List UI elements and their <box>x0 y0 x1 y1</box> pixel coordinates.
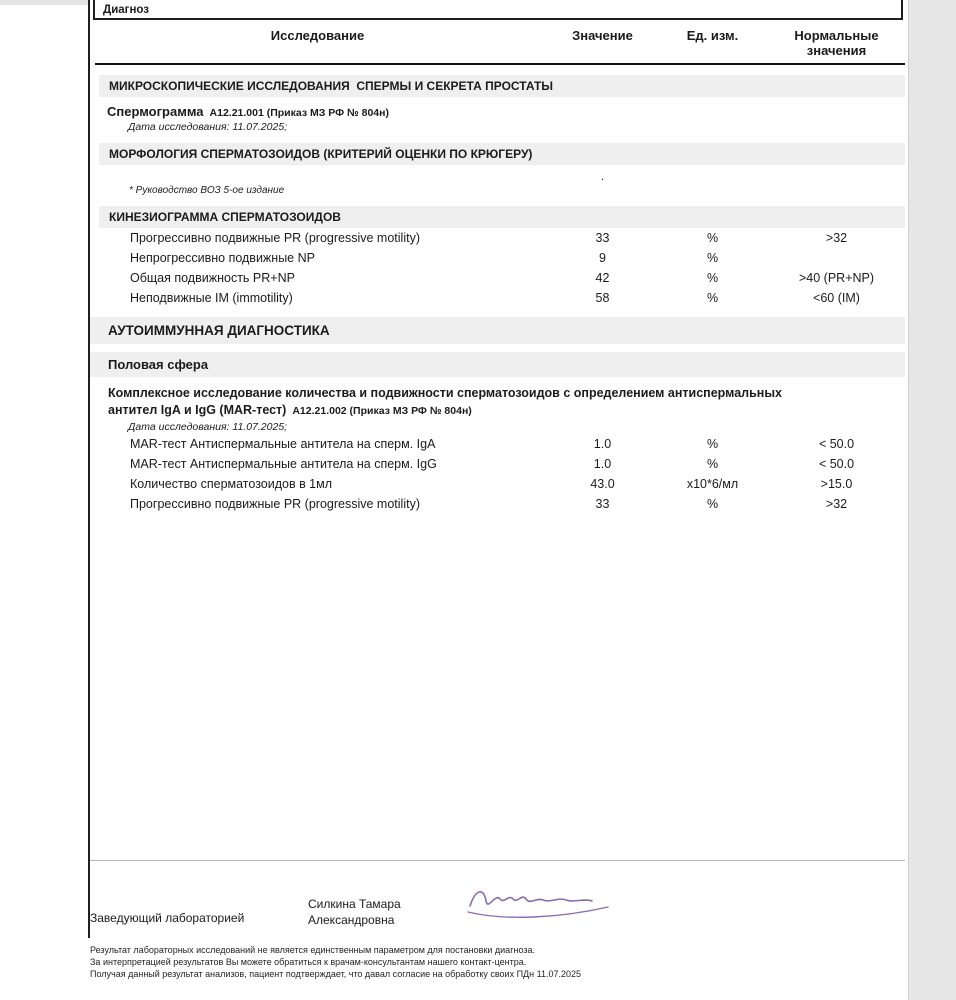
column-header-study: Исследование <box>270 28 365 43</box>
doctor-name-line1: Силкина Тамара <box>308 897 401 912</box>
cell-value: 33 <box>595 231 610 246</box>
cell-normal: >15.0 <box>820 476 853 491</box>
cell-study: Прогрессивно подвижные PR (progressive motility) <box>130 496 420 511</box>
table-row <box>90 473 908 493</box>
cell-value: 58 <box>595 291 610 306</box>
spermogram-code: А12.21.001 (Приказ МЗ РФ № 804н) <box>209 106 389 119</box>
column-header-normal-line2: значения <box>806 43 867 59</box>
column-header-normal-line1: Нормальные <box>794 28 879 43</box>
lab-head-position-label: Заведующий лабораторией <box>90 911 245 926</box>
column-header-units: Ед. изм. <box>686 28 739 43</box>
disclaimer-line2: За интерпретацией результатов Вы можете обратиться к врачам-консультантам нашего контакт-центра. <box>90 957 527 968</box>
section-bar-sexual-sphere: Половая сфера <box>90 352 905 377</box>
cell-value: 42 <box>595 271 610 286</box>
background-right-strip <box>908 0 956 1000</box>
test-title-mar <box>90 385 898 419</box>
handwritten-signature <box>460 878 660 924</box>
table-row <box>90 268 908 288</box>
cell-normal: <60 (IM) <box>813 291 860 306</box>
cell-units: % <box>706 251 719 266</box>
cell-normal: < 50.0 <box>818 456 855 471</box>
cell-value: 43.0 <box>590 476 615 491</box>
table-row <box>90 169 908 183</box>
doctor-name-line2: Александровна <box>308 913 395 927</box>
cell-normal <box>765 251 908 265</box>
mar-code: А12.21.002 (Приказ МЗ РФ № 804н) <box>292 404 472 417</box>
section-bar-kinesiogram: КИНЕЗИОГРАММА СПЕРМАТОЗОИДОВ <box>99 206 905 228</box>
study-date: Дата исследования: 11.07.2025; <box>128 120 288 133</box>
cell-study: Неподвижные IM (immotility) <box>130 291 293 306</box>
mar-title-line2: антител IgA и IgG (MAR-тест) <box>108 402 287 417</box>
cell-value: 33 <box>595 496 610 511</box>
cell-study: Количество сперматозоидов в 1мл <box>130 476 333 491</box>
section-bar-morphology: МОРФОЛОГИЯ СПЕРМАТОЗОИДОВ (КРИТЕРИЙ ОЦЕНКИ ПО КРЮГЕРУ) <box>99 143 905 165</box>
spermogram-name: Спермограмма <box>107 103 204 119</box>
cell-units: % <box>706 271 719 286</box>
mar-title-line1: Комплексное исследование количества и подвижности сперматозоидов с определением антиспермальных <box>108 385 782 400</box>
column-header-normal <box>765 28 908 59</box>
diagnosis-box <box>93 0 903 20</box>
cell-normal: >32 <box>825 496 848 511</box>
cell-units: % <box>706 456 719 471</box>
mar-title-line2-wrap <box>108 402 898 419</box>
who-edition-note: * Руководство ВОЗ 5-ое издание <box>129 184 285 196</box>
cell-study: MAR-тест Антиспермальные антитела на сперм. IgG <box>130 456 437 471</box>
lab-report-page <box>90 0 908 1000</box>
doctor-name <box>308 889 401 928</box>
cell-value: 1.0 <box>593 436 612 451</box>
cell-value: . <box>600 168 605 183</box>
cell-value: 1.0 <box>593 456 612 471</box>
cell-study: Прогрессивно подвижные PR (progressive motility) <box>130 231 420 246</box>
cell-value: 9 <box>599 251 606 266</box>
table-row <box>90 228 908 248</box>
cell-units: % <box>706 231 719 246</box>
diagnosis-label: Диагноз <box>103 4 149 16</box>
table-row <box>90 453 908 473</box>
cell-units: % <box>706 436 719 451</box>
cell-study: Непрогрессивно подвижные NP <box>130 251 315 266</box>
disclaimer-text <box>90 944 690 980</box>
cell-units: х10*6/мл <box>686 476 739 491</box>
table-row <box>90 288 908 308</box>
test-title-spermogram <box>90 104 908 119</box>
footer-divider <box>90 860 905 861</box>
study-date: Дата исследования: 11.07.2025; <box>128 421 288 434</box>
cell-units: % <box>706 496 719 511</box>
cell-study: Общая подвижность PR+NP <box>130 271 295 286</box>
cell-normal: >32 <box>825 231 848 246</box>
cell-normal: < 50.0 <box>818 436 855 451</box>
cell-normal: >40 (PR+NP) <box>798 271 875 286</box>
table-header-row <box>90 26 908 61</box>
table-row <box>90 493 908 513</box>
cell-units: % <box>706 291 719 306</box>
column-header-value: Значение <box>572 28 633 43</box>
cell-study: MAR-тест Антиспермальные антитела на сперм. IgA <box>130 436 436 451</box>
table-row <box>90 433 908 453</box>
table-row <box>90 248 908 268</box>
disclaimer-line1: Результат лабораторных исследований не является единственным параметром для постановки диагноза. <box>90 945 535 955</box>
header-divider <box>95 63 905 65</box>
section-bar-autoimmune: АУТОИММУННАЯ ДИАГНОСТИКА <box>90 317 905 344</box>
section-bar-microscopic: МИКРОСКОПИЧЕСКИЕ ИССЛЕДОВАНИЯ СПЕРМЫ И СЕКРЕТА ПРОСТАТЫ <box>99 75 905 97</box>
disclaimer-line3: Получая данный результат анализов, пациент подтверждает, что давал согласие на обработку своих ПДн 11.07.2025 <box>90 969 581 980</box>
